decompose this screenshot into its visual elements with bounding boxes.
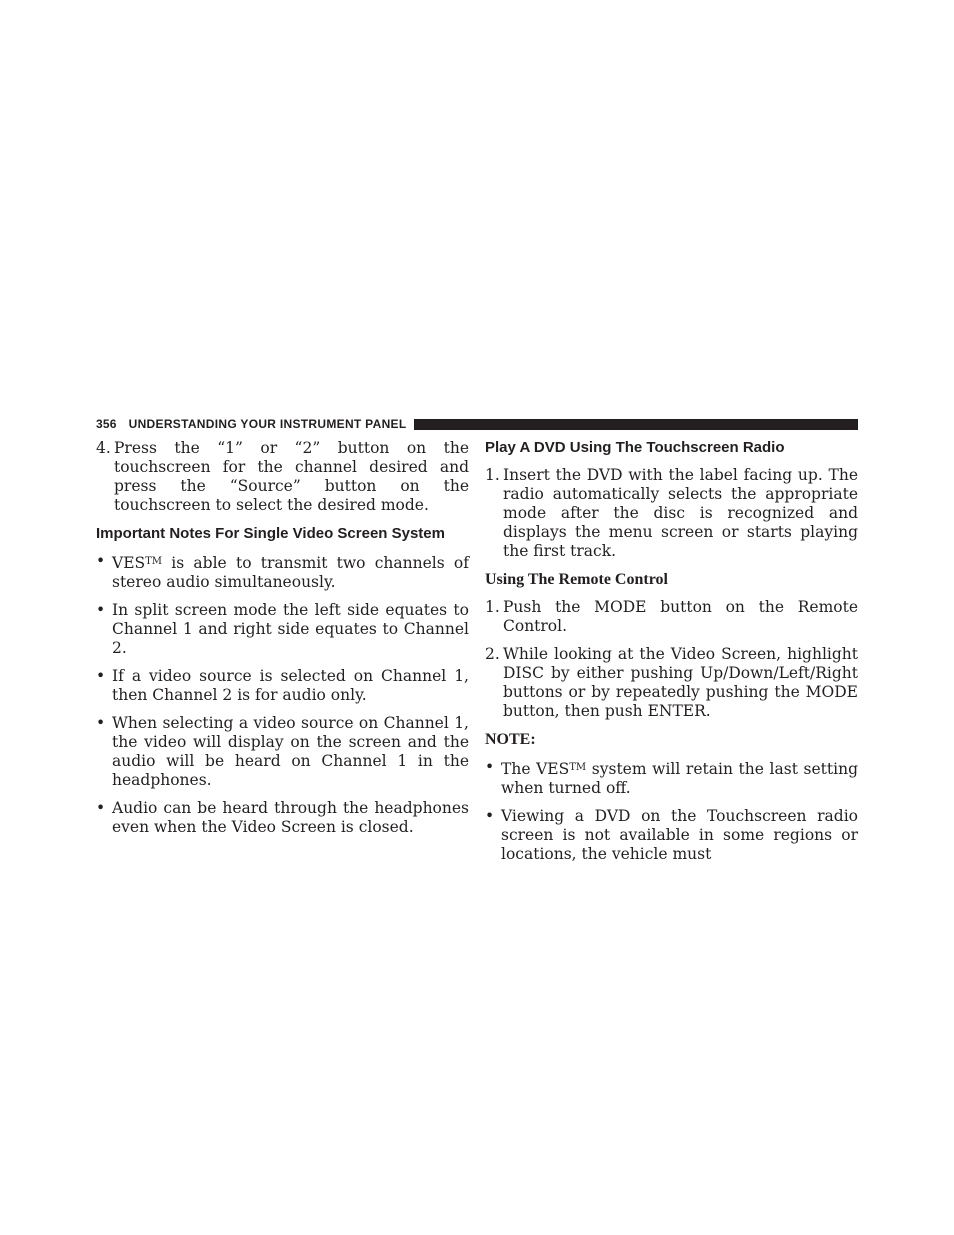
ves-label: The VES <box>501 760 570 778</box>
ves-label: VES <box>112 554 146 572</box>
note-bullet <box>96 799 469 837</box>
note-bullet <box>96 552 469 592</box>
step-4 <box>96 439 469 515</box>
bullet-text: If a video source is selected on Channel 1, then Channel 2 is for audio only. <box>112 667 469 704</box>
step-number: 1. <box>485 598 500 616</box>
bullet-text: When selecting a video source on Channel 1, the video will display on the screen and the audio will be heard on Channel 1 in the headphones. <box>112 714 469 789</box>
step-text: While looking at the Video Screen, highlight DISC by either pushing Up/Down/Left/Right buttons or by repeatedly pushing the MODE button, then push ENTER. <box>503 645 858 720</box>
remote-heading: Using The Remote Control <box>485 571 668 588</box>
step-text: Insert the DVD with the label facing up. The radio automatically selects the appropriate mode after the disc is recognized and displays the menu screen or starts playing the first track. <box>503 466 858 560</box>
page-number: 356 <box>96 417 117 431</box>
bullet-icon: • <box>485 758 495 776</box>
step-number: 1. <box>485 466 500 484</box>
step-text: Press the “1” or “2” button on the touchscreen for the channel desired and press the “Source” button on the touchscreen to select the desired mode. <box>114 439 469 514</box>
dvd-step-1 <box>485 466 858 561</box>
note-bullet <box>96 601 469 658</box>
bullet-icon: • <box>485 807 495 825</box>
section-title: UNDERSTANDING YOUR INSTRUMENT PANEL <box>128 417 407 431</box>
left-column <box>96 437 469 837</box>
note-bullet <box>485 807 858 864</box>
bullet-icon: • <box>96 799 106 817</box>
remote-step-2 <box>485 645 858 721</box>
remote-step-1 <box>485 598 858 636</box>
trademark-mark: TM <box>145 556 163 567</box>
dvd-heading: Play A DVD Using The Touchscreen Radio <box>485 439 785 456</box>
header-rule <box>414 419 858 430</box>
note-bullet <box>485 758 858 798</box>
bullet-text: Viewing a DVD on the Touchscreen radio screen is not available in some regions or locations, the vehicle must <box>501 807 858 863</box>
step-number: 2. <box>485 645 500 663</box>
trademark-mark: TM <box>569 762 587 773</box>
note-label: NOTE: <box>485 731 536 748</box>
step-number: 4. <box>96 439 111 457</box>
bullet-icon: • <box>96 667 106 685</box>
bullet-icon: • <box>96 601 106 619</box>
bullet-text: In split screen mode the left side equates to Channel 1 and right side equates to Channel 2. <box>112 601 469 657</box>
bullet-icon: • <box>96 714 106 732</box>
page-header <box>96 417 858 431</box>
right-column <box>485 437 858 864</box>
step-text: Push the MODE button on the Remote Control. <box>503 598 858 635</box>
note-bullet <box>96 667 469 705</box>
notes-heading: Important Notes For Single Video Screen System <box>96 525 445 542</box>
bullet-text: system will retain the last setting when turned off. <box>501 760 858 797</box>
bullet-text: Audio can be heard through the headphones even when the Video Screen is closed. <box>112 799 469 836</box>
bullet-icon: • <box>96 552 106 570</box>
bullet-text: is able to transmit two channels of stereo audio simultaneously. <box>112 554 469 591</box>
note-bullet <box>96 714 469 790</box>
